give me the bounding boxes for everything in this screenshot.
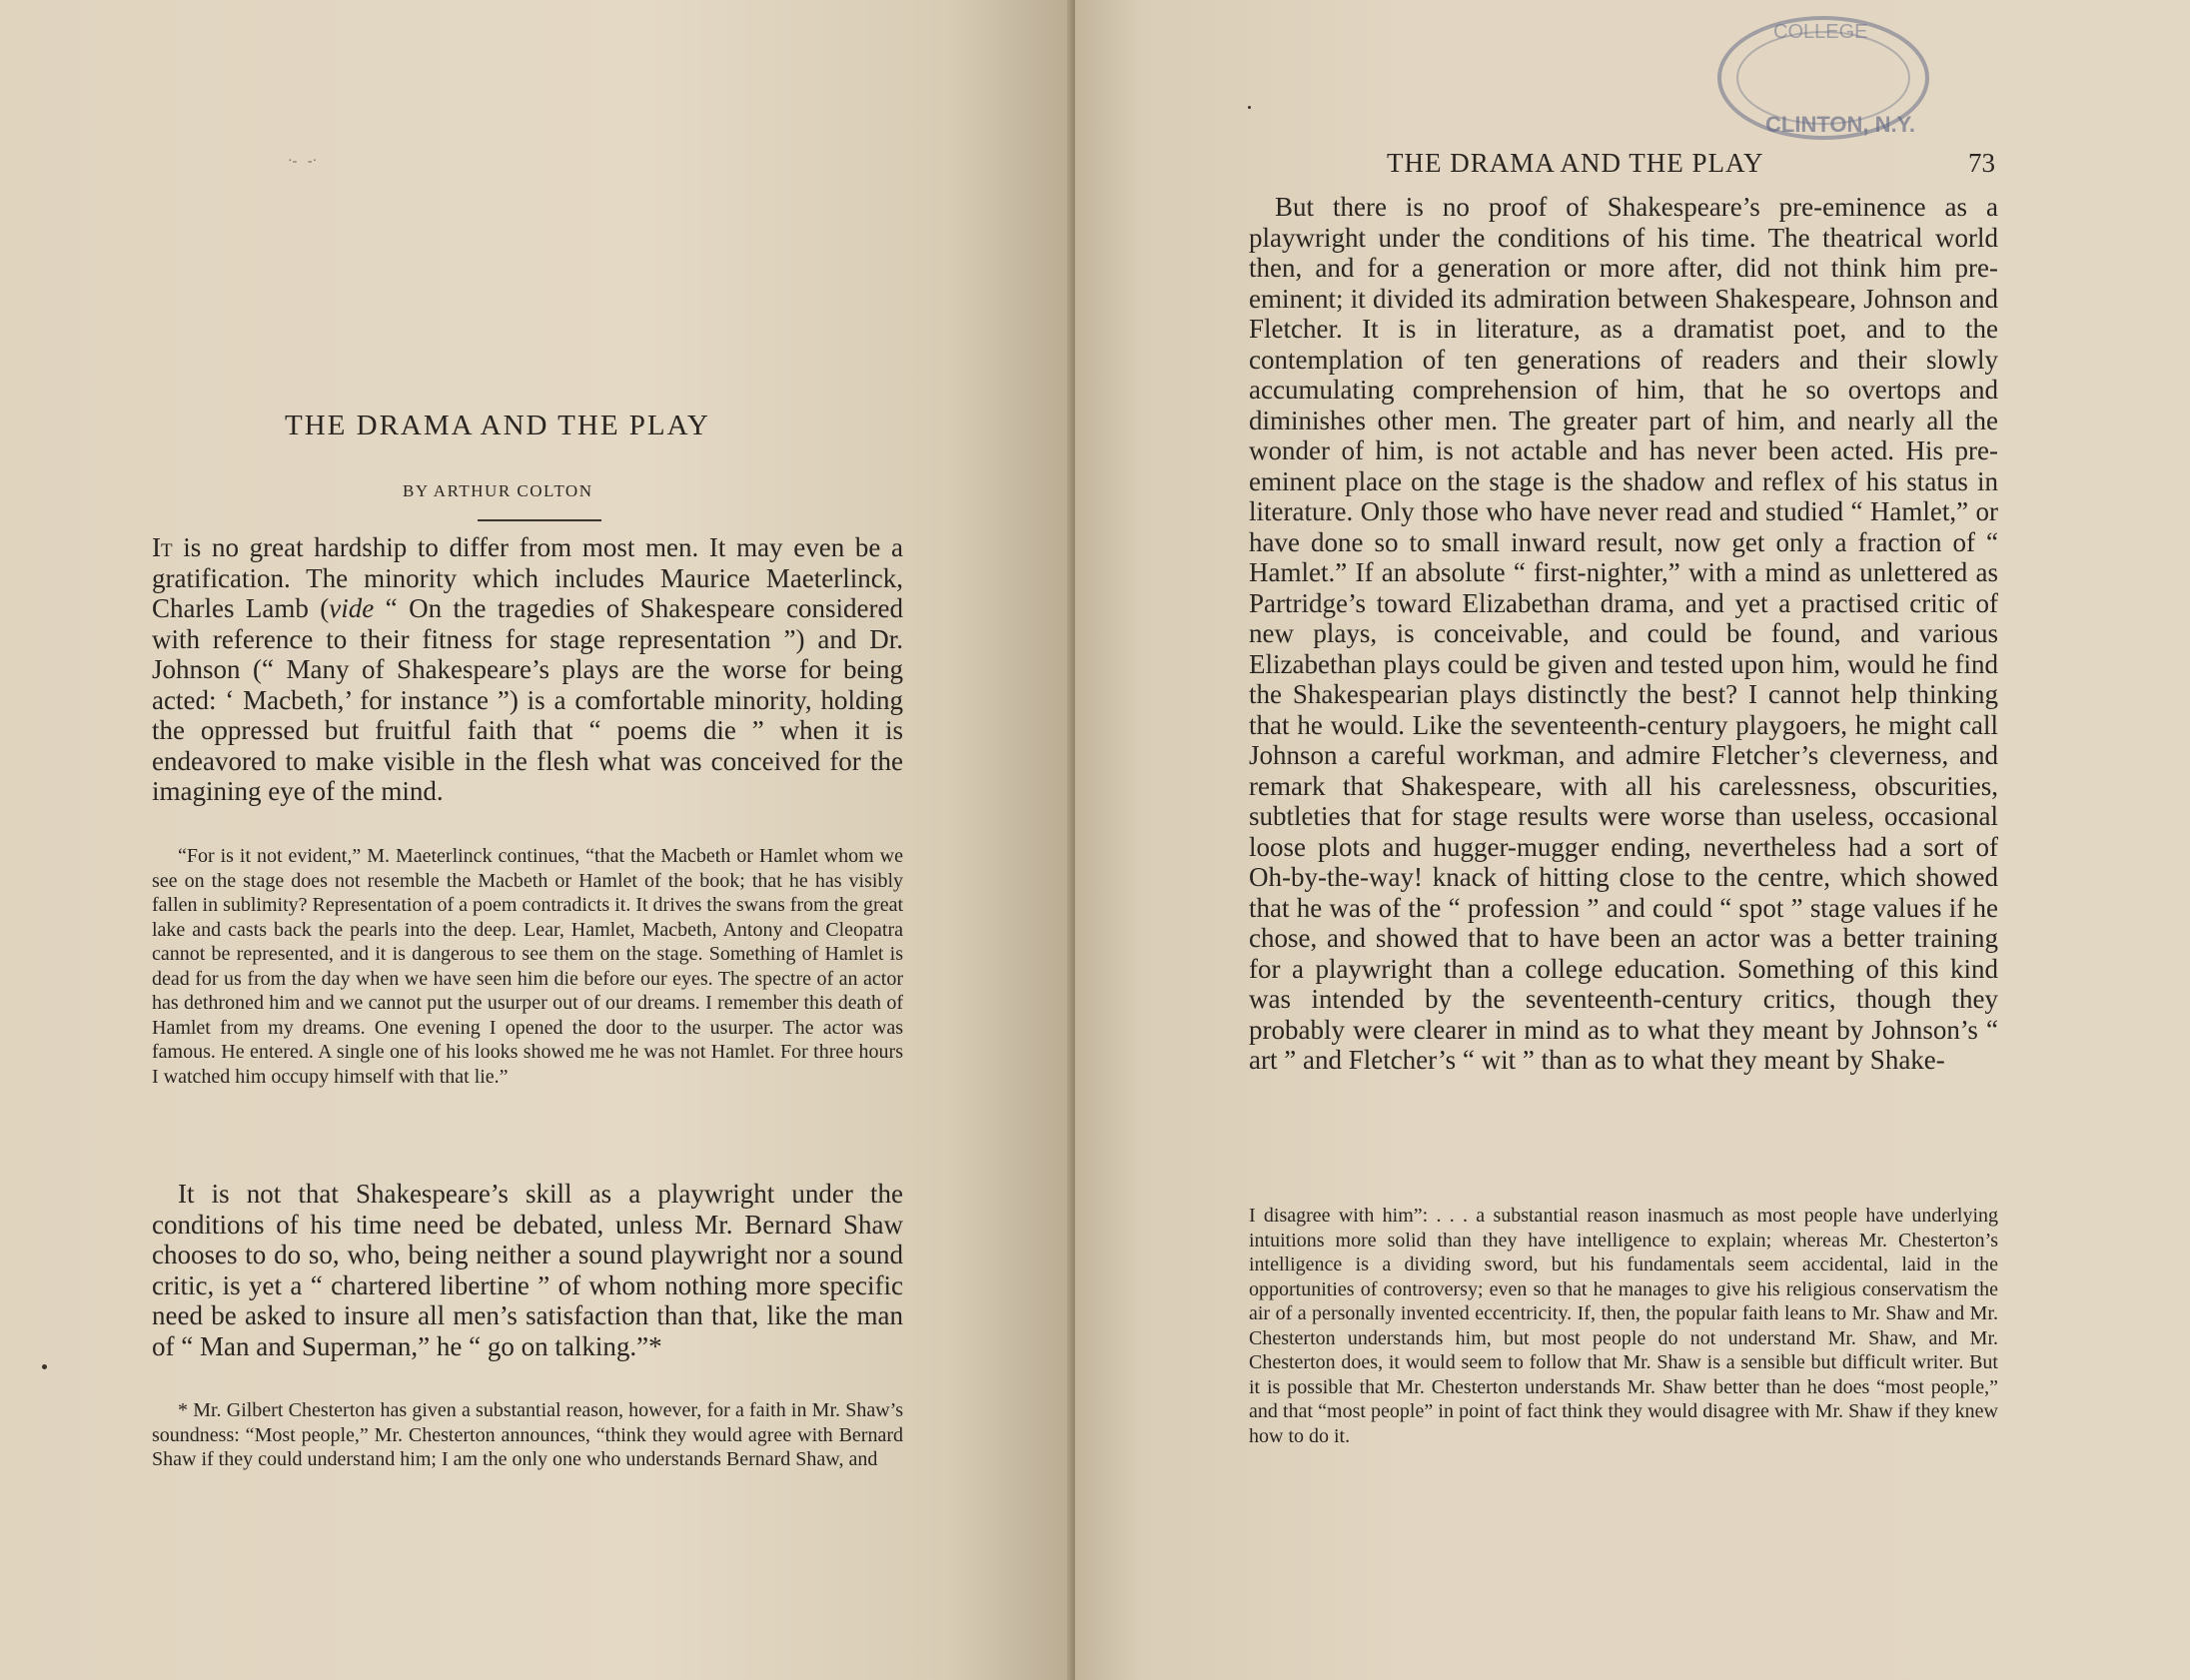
library-stamp	[1703, 4, 1943, 146]
second-paragraph	[152, 1179, 903, 1361]
paragraph-text-cont: “ On the tragedies of Shakespeare considered with reference to their fitness for stage representation ”) and Dr. Johnson (“ Many of Shakespeare’s plays are the worse for being acted: ‘ Macbeth,’ for instance ”) is a comfortable minority, holding the oppressed but fruitful faith that “ poems die ” when it is endeavored to make visible in the flesh what was conceived for the imagining eye of the mind.	[152, 593, 903, 806]
opening-paragraph	[152, 532, 903, 807]
right-body	[1249, 192, 1998, 1076]
ink-speck	[42, 1364, 47, 1369]
right-footnote	[1249, 1204, 1998, 1448]
footnote-text: I disagree with him”: . . . a substantial reason inasmuch as most people have underlying intuitions more solid than they have intelligence to explain; whereas Mr. Chesterton’s intelligence is a dividing sword, but his fundamentals seem accidental, laid in the opportunities of controversy; even so that he manages to give his religious conservatism the air of a personally invented eccentricity. If, then, the popular faith leans to Mr. Shaw and Mr. Chesterton understands him, but most people do not understand Mr. Shaw, and Mr. Chesterton does, it would seem to follow that Mr. Shaw is a sensible but difficult writer. But it is possible that Mr. Chesterton understands Mr. Shaw better than he does “most people,” and that “most people” in point of fact think they would disagree with Mr. Shaw if they knew how to do it.	[1249, 1205, 1998, 1447]
article-title: THE DRAMA AND THE PLAY	[285, 410, 710, 441]
paragraph-text: is no great hardship to differ from most men. It may even be a gratification. The minority which includes Maurice Maeterlinck, Charles Lamb (	[152, 532, 903, 623]
footnote-text: * Mr. Gilbert Chesterton has given a substantial reason, however, for a faith in Mr. Shaw’s soundness: “Most people,” Mr. Chesterton announces, “think they would agree with Bernard Shaw if they could understand him; I am the only one who understands Bernard Shaw, and	[152, 1399, 903, 1470]
drop-word: It	[152, 532, 173, 562]
page-specks: ·- -·	[288, 154, 318, 169]
paragraph-text: It is not that Shakespeare’s skill as a playwright under the conditions of his time need be debated, unless Mr. Bernard Shaw chooses to do so, who, being neither a sound playwright nor a sound critic, is yet a “ chartered libertine ” of whom nothing more specific need be asked to insure all men’s satisfaction than that, like the man of “ Man and Superman,” he “ go on talking.”*	[152, 1179, 903, 1361]
stamp-text-bottom: CLINTON, N.Y.	[1765, 112, 1915, 137]
left-page	[0, 0, 1075, 1680]
byline: BY ARTHUR COLTON	[403, 481, 593, 500]
maeterlinck-quote	[152, 844, 903, 1089]
body-text: But there is no proof of Shakespeare’s pre-eminence as a playwright under the conditions of his time. The theatrical world then, and for a generation or more after, did not think him pre-eminent; it divided its admiration between Shakespeare, Johnson and Fletcher. It is in literature, as a dramatist poet, and to the contemplation of ten generations of readers and their slowly accumulating comprehension of him, that he so overtops and diminishes other men. The greater part of him, and nearly all the wonder of him, is not actable and has never been acted. His pre-eminent place on the stage is the shadow and reflex of his status in literature. Only those who have never read and studied “ Hamlet,” or have done so to small inward result, now get only a fraction of “ Hamlet.” If an absolute “ first-nighter,” with a mind as unlettered as Partridge’s toward Elizabethan drama, and yet a practised critic of new plays, is conceivable, and could be found, and various Elizabethan plays could be given and tested upon him, would he find the Shakespearian plays distinctly the best? I cannot help thinking that he would. Like the seventeenth-century playgoers, he might call Johnson a careful workman, and admire Fletcher’s cleverness, and remark that Shakespeare, with all his carelessness, obscurities, subtleties that for stage results were worse than useless, occasional loose plots and hugger-mugger ending, nevertheless had a sort of Oh-by-the-way! knack of hitting close to the centre, which showed that he was of the “ profession ” and could “ spot ” stage values if he chose, and showed that to have been an actor was a better training for a playwright than a college education. Something of this kind was intended by the seventeenth-century critics, though they probably were clearer in mind as to what they meant by Johnson’s “ art ” and Fletcher’s “ wit ” than as to what they meant by Shake-	[1249, 192, 1998, 1075]
vide-italic: vide	[329, 593, 375, 623]
footnote	[152, 1398, 903, 1472]
page-number: 73	[1968, 148, 1995, 178]
running-head: THE DRAMA AND THE PLAY	[1387, 148, 1764, 178]
ink-speck	[1248, 106, 1251, 109]
title-rule	[478, 519, 601, 521]
quote-text: “For is it not evident,” M. Maeterlinck continues, “that the Macbeth or Hamlet whom we see on the stage does not resemble the Macbeth or Hamlet of the book; that he has visibly fallen in sublimity? Representation of a poem contradicts it. It drives the swans from the great lake and casts back the pearls into the deep. Lear, Hamlet, Macbeth, Antony and Cleopatra cannot be represented, and it is dangerous to see them on the stage. Something of Hamlet is dead for us from the day when we have seen him die before our eyes. The spectre of an actor has dethroned him and we cannot put the usurper out of our dreams. I remember this death of Hamlet from my dreams. One evening I opened the door to the usurper. The actor was famous. He entered. A single one of his looks showed me he was not Hamlet. For three hours I watched him occupy himself with that lie.”	[152, 845, 904, 1088]
stamp-text-top: COLLEGE	[1773, 21, 1868, 43]
